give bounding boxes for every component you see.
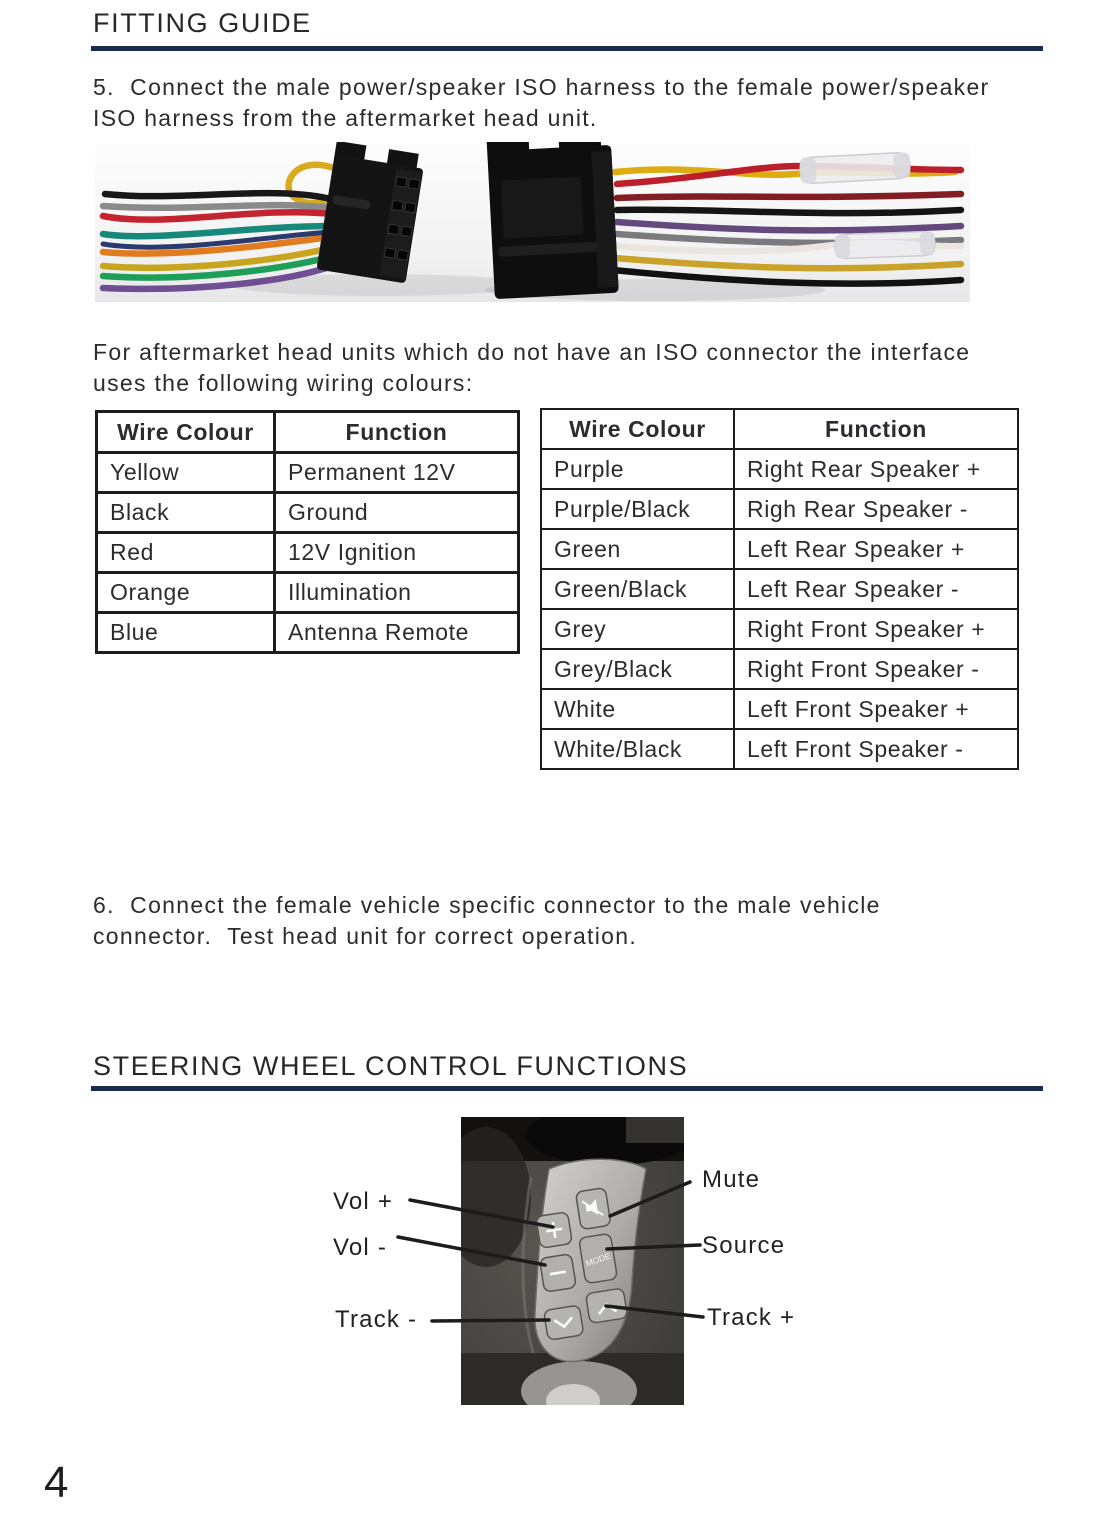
swc-figure — [0, 1110, 1100, 1422]
column-header: Wire Colour — [541, 409, 734, 449]
function-cell: Right Front Speaker + — [734, 609, 1018, 649]
label-mute: Mute — [702, 1166, 761, 1193]
page-number: 4 — [44, 1458, 70, 1507]
wire-colour-cell: White — [541, 689, 734, 729]
label-vol-up: Vol + — [333, 1188, 394, 1215]
fuse-holder — [799, 152, 910, 184]
swc-section-title: STEERING WHEEL CONTROL FUNCTIONS — [93, 1051, 689, 1081]
function-cell: 12V Ignition — [275, 533, 519, 573]
table-row — [97, 613, 519, 653]
callout-line-track-up — [606, 1306, 703, 1317]
callout-line-vol-down — [398, 1237, 545, 1265]
wire-colour-cell: White/Black — [541, 729, 734, 769]
function-cell: Ground — [275, 493, 519, 533]
callout-line-mute — [610, 1182, 690, 1216]
wire-colour-cell: Purple/Black — [541, 489, 734, 529]
wire-black — [617, 210, 961, 213]
text-line: For aftermarket head units which do not have an ISO connector the interface — [93, 339, 971, 365]
table-row — [541, 489, 1018, 529]
iso-harness-image — [95, 142, 970, 302]
swc-divider — [91, 1086, 1043, 1091]
wire-colour-cell: Black — [97, 493, 275, 533]
label-vol-down: Vol - — [333, 1234, 388, 1261]
power-wiring-table — [95, 410, 520, 654]
label-track-up: Track + — [707, 1304, 796, 1331]
function-cell: Righ Rear Speaker - — [734, 489, 1018, 529]
wire-colour-cell: Purple — [541, 449, 734, 489]
step-5-text — [93, 72, 1083, 134]
callout-line-vol-up — [410, 1200, 553, 1227]
table-row — [541, 609, 1018, 649]
table-row — [541, 449, 1018, 489]
wire-colour-cell: Green — [541, 529, 734, 569]
table-row — [97, 533, 519, 573]
speaker-wiring-table — [540, 408, 1019, 770]
function-cell: Left Front Speaker - — [734, 729, 1018, 769]
fuse-holder — [835, 231, 936, 258]
table-row — [541, 529, 1018, 569]
function-cell: Right Rear Speaker + — [734, 449, 1018, 489]
iso-harness-photo — [95, 142, 970, 302]
wire-colour-cell: Yellow — [97, 453, 275, 493]
step-6-text — [93, 890, 1083, 952]
callout-lines — [0, 1110, 1100, 1422]
wire-colour-cell: Green/Black — [541, 569, 734, 609]
function-cell: Antenna Remote — [275, 613, 519, 653]
text-line: connector. Test head unit for correct operation. — [93, 923, 638, 949]
column-header: Function — [275, 412, 519, 453]
column-header: Function — [734, 409, 1018, 449]
wiring-intro-text — [93, 337, 1083, 399]
wire-colour-cell: Red — [97, 533, 275, 573]
text-line: ISO harness from the aftermarket head unit. — [93, 105, 598, 131]
label-source: Source — [702, 1232, 786, 1259]
table-header-row — [97, 412, 519, 453]
page-title: FITTING GUIDE — [93, 8, 312, 38]
function-cell: Left Front Speaker + — [734, 689, 1018, 729]
table-header-row — [541, 409, 1018, 449]
text-line: 5. Connect the male power/speaker ISO harness to the female power/speaker — [93, 74, 990, 100]
wire-colour-cell: Orange — [97, 573, 275, 613]
wire-maroon — [617, 194, 961, 198]
function-cell: Permanent 12V — [275, 453, 519, 493]
table-row — [541, 689, 1018, 729]
table-row — [541, 569, 1018, 609]
function-cell: Left Rear Speaker - — [734, 569, 1018, 609]
function-cell: Right Front Speaker - — [734, 649, 1018, 689]
table-row — [541, 649, 1018, 689]
table-row — [97, 493, 519, 533]
wire-grey — [103, 205, 331, 208]
text-line: uses the following wiring colours: — [93, 370, 474, 396]
mode-button-text: MODE — [584, 1250, 612, 1269]
callout-line-source — [607, 1245, 700, 1249]
function-cell: Illumination — [275, 573, 519, 613]
wire-colour-cell: Grey/Black — [541, 649, 734, 689]
wire-colour-cell: Blue — [97, 613, 275, 653]
table-row — [97, 453, 519, 493]
table-row — [97, 573, 519, 613]
function-cell: Left Rear Speaker + — [734, 529, 1018, 569]
table-row — [541, 729, 1018, 769]
label-track-down: Track - — [335, 1306, 418, 1333]
title-divider — [91, 46, 1043, 51]
column-header: Wire Colour — [97, 412, 275, 453]
wire-colour-cell: Grey — [541, 609, 734, 649]
right-iso-connector — [486, 142, 618, 299]
callout-line-track-down — [432, 1320, 549, 1321]
text-line: 6. Connect the female vehicle specific connector to the male vehicle — [93, 892, 881, 918]
